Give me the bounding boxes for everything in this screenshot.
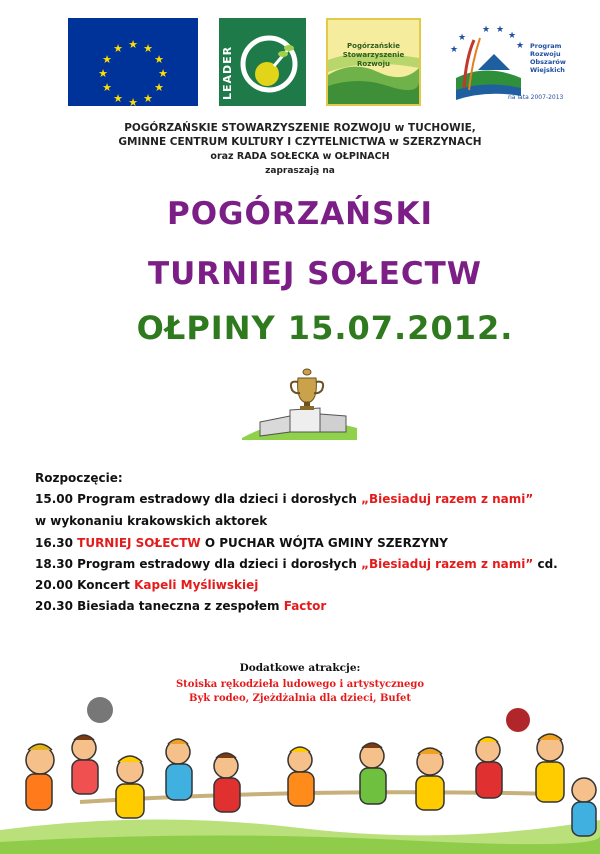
- prow-logo-line4: Wiejskich: [530, 66, 565, 74]
- psr-logo-line3: Rozwoju: [357, 60, 390, 68]
- eu-flag-logo: [68, 18, 198, 106]
- leader-logo-text: LEADER: [221, 45, 234, 100]
- svg-text:★: ★: [102, 81, 112, 94]
- schedule-item-2030-text: 20.30 Biesiada taneczna z zespołem: [35, 599, 284, 613]
- schedule-item-2030-highlight: Factor: [283, 599, 327, 613]
- children-playing-illustration: [0, 690, 600, 854]
- schedule-item-1500-highlight: „Biesiaduj razem z nami”: [361, 492, 534, 506]
- ball-icon: [506, 708, 530, 732]
- schedule-item-1500-text: 15.00 Program estradowy dla dzieci i dorosłych: [35, 492, 362, 506]
- svg-text:★: ★: [158, 67, 168, 80]
- svg-text:★: ★: [154, 81, 164, 94]
- svg-text:★: ★: [458, 33, 467, 43]
- title-line-1: POGÓRZAŃSKI: [166, 196, 434, 232]
- organizer-line-3: oraz RADA SOŁECKA w OŁPINACH: [210, 151, 390, 162]
- schedule-item-1830-text: 18.30 Program estradowy dla dzieci i dorosłych: [35, 557, 362, 571]
- schedule-item-1630: [35, 536, 448, 550]
- eu-flag-icon: [68, 18, 198, 106]
- organizer-line-2: GMINNE CENTRUM KULTURY I CZYTELNICTWA w SZERZYNACH: [118, 136, 482, 148]
- prow-logo-line2: Rozwoju: [530, 50, 561, 58]
- svg-text:★: ★: [516, 41, 525, 51]
- schedule-heading: Rozpoczęcie:: [35, 471, 123, 485]
- schedule-item-2000-highlight: Kapeli Myśliwskiej: [134, 578, 259, 592]
- svg-text:★: ★: [128, 96, 138, 106]
- svg-text:★: ★: [143, 92, 153, 105]
- title-date: OŁPINY 15.07.2012.: [136, 309, 514, 347]
- leader-logo: [219, 18, 306, 106]
- prow-logo: [436, 18, 576, 106]
- extras-heading: Dodatkowe atrakcje:: [239, 662, 361, 674]
- prow-logo-line5: na lata 2007-2013: [508, 94, 564, 101]
- schedule-item-1830: [35, 557, 558, 571]
- schedule-item-1830-highlight: „Biesiaduj razem z nami”: [361, 557, 534, 571]
- schedule-item-1630-highlight: TURNIEJ SOŁECTW: [77, 536, 201, 550]
- ball-icon: [87, 697, 113, 723]
- schedule-item-2000: [35, 578, 258, 592]
- organizer-line-1: POGÓRZAŃSKIE STOWARZYSZENIE ROZWOJU w TUCHOWIE,: [124, 122, 476, 134]
- svg-text:★: ★: [102, 53, 112, 66]
- svg-text:★: ★: [128, 38, 138, 51]
- psr-logo-line2: Stowarzyszenie: [342, 51, 405, 59]
- invite-line: zapraszają na: [265, 166, 335, 176]
- svg-text:★: ★: [113, 92, 123, 105]
- schedule-item-1830-suffix: cd.: [533, 557, 558, 571]
- svg-text:★: ★: [450, 45, 459, 55]
- svg-text:★: ★: [154, 53, 164, 66]
- svg-text:★: ★: [496, 25, 505, 35]
- svg-text:★: ★: [508, 31, 517, 41]
- schedule-item-1500: [35, 492, 533, 506]
- prow-logo-line3: Obszarów: [530, 58, 566, 66]
- svg-text:★: ★: [98, 67, 108, 80]
- extras-line-2: Byk rodeo, Zjeżdżalnia dla dzieci, Bufet: [189, 693, 411, 704]
- schedule-item-1630-time: 16.30: [35, 536, 78, 550]
- extras-line-1: Stoiska rękodzieła ludowego i artystycznego: [175, 679, 425, 690]
- trophy-podium-icon: [232, 358, 362, 442]
- schedule-item-1630-text: O PUCHAR WÓJTA GMINY SZERZYNY: [200, 536, 448, 550]
- prow-logo-line1: Program: [530, 42, 562, 50]
- svg-text:★: ★: [143, 42, 153, 55]
- svg-text:★: ★: [482, 25, 491, 35]
- schedule-item-2030: [35, 599, 326, 613]
- psr-logo-line1: Pogórzańskie: [347, 42, 400, 50]
- svg-text:★: ★: [113, 42, 123, 55]
- psr-logo: [326, 18, 421, 106]
- title-line-2: TURNIEJ SOŁECTW: [147, 256, 483, 292]
- schedule-item-1500-cont: w wykonaniu krakowskich aktorek: [35, 514, 268, 528]
- schedule-item-2000-text: 20.00 Koncert: [35, 578, 135, 592]
